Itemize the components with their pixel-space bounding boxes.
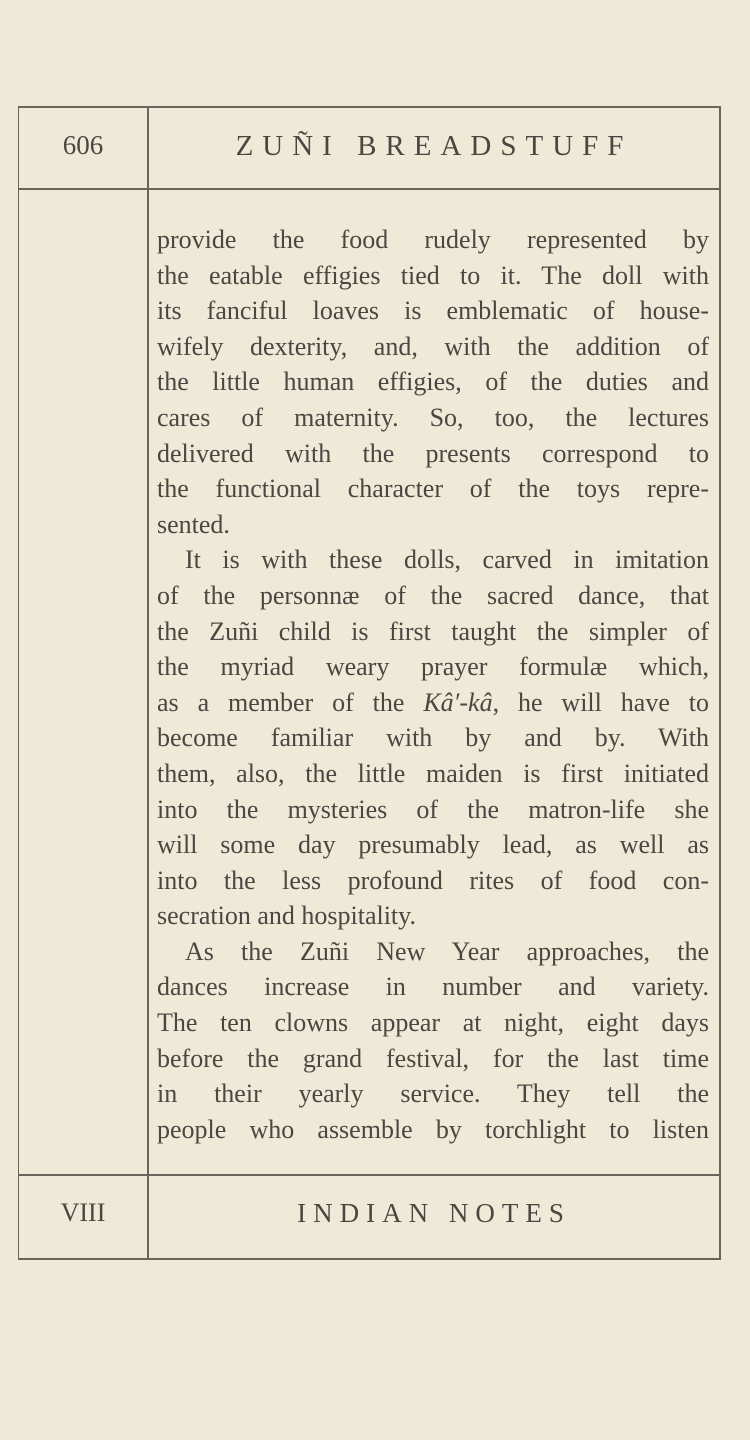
page-number: 606	[62, 130, 104, 160]
text-line: secration and hospitality.	[157, 901, 416, 931]
text-line: As the Zuñi New Year approaches, the	[185, 936, 709, 966]
text-line: the eatable effigies tied to it. The doll with	[157, 260, 709, 290]
text-line	[157, 685, 709, 721]
text-segment: as a member of the	[157, 687, 424, 717]
text-line: before the grand festival, for the last time	[157, 1043, 709, 1073]
text-line: the little human effigies, of the duties and	[157, 367, 709, 397]
text-line: wifely dexterity, and, with the addition of	[157, 331, 709, 361]
footer-rule	[19, 1174, 719, 1176]
italic-term: Kâ′-kâ	[423, 687, 493, 717]
text-line: dances increase in number and variety.	[157, 972, 709, 1002]
text-line: the functional character of the toys repre-	[157, 474, 709, 504]
series-title: INDIAN NOTES	[297, 1198, 571, 1228]
text-line: delivered with the presents correspond to	[157, 438, 709, 468]
text-line: into the less profound rites of food con-	[157, 865, 709, 895]
text-line: into the mysteries of the matron-life she	[157, 794, 709, 824]
text-line: cares of maternity. So, too, the lectures	[157, 402, 709, 432]
text-line: sented.	[157, 509, 230, 539]
text-line: them, also, the little maiden is first initiated	[157, 758, 709, 788]
column-divider	[147, 108, 149, 1258]
text-line: the myriad weary prayer formulæ which,	[157, 652, 709, 682]
text-line: people who assemble by torchlight to listen	[157, 1114, 709, 1144]
text-line: become familiar with by and by. With	[157, 723, 709, 753]
text-line: its fanciful loaves is emblematic of house-	[157, 296, 709, 326]
text-line: provide the food rudely represented by	[157, 225, 709, 254]
text-line: It is with these dolls, carved in imitation	[185, 545, 709, 575]
text-line: of the personnæ of the sacred dance, that	[157, 580, 709, 610]
text-line: The ten clowns appear at night, eight days	[157, 1008, 709, 1038]
text-line: in their yearly service. They tell the	[157, 1079, 709, 1109]
header-rule	[19, 188, 719, 190]
text-line: will some day presumably lead, as well as	[157, 830, 709, 860]
text-segment: , he will have to	[492, 687, 709, 717]
running-title: ZUÑI BREADSTUFF	[235, 130, 633, 162]
text-line: the Zuñi child is first taught the simpler of	[157, 616, 709, 646]
body-text	[157, 222, 709, 1147]
volume-number: VIII	[60, 1198, 106, 1227]
